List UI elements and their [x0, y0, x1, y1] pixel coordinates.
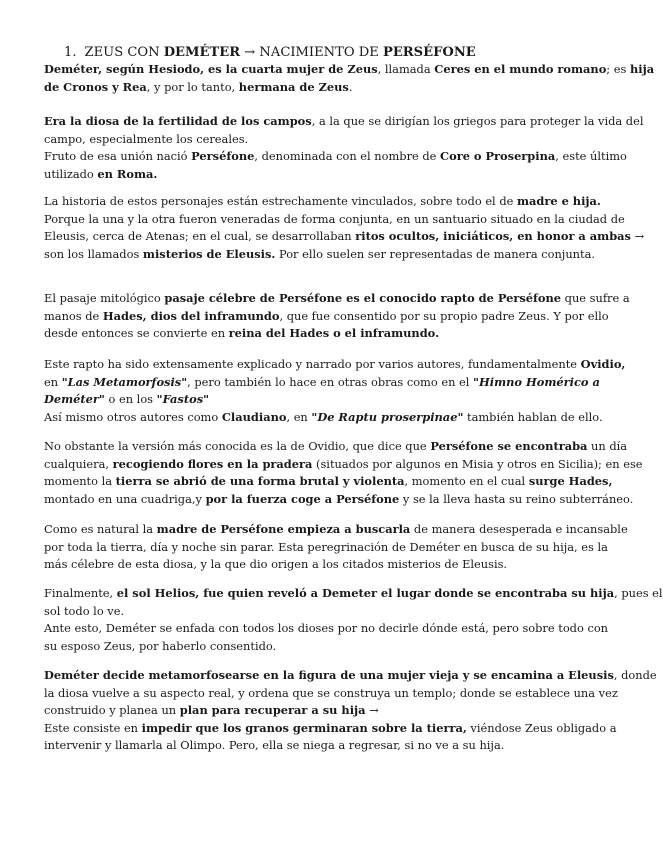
emphasis-text: "De Raptu proserpinae" — [311, 409, 464, 424]
text-line — [44, 720, 617, 738]
body-text: sol todo lo ve. — [44, 603, 125, 618]
emphasis-text: "Fastos" — [156, 392, 210, 407]
body-text: , este último — [555, 149, 627, 164]
text-line — [44, 539, 608, 557]
body-text: también hablan de ello. — [463, 409, 603, 424]
text-line — [44, 685, 618, 703]
emphasis-text: impedir que los granos germinaran sobre la tierra, — [141, 720, 467, 735]
text-line — [44, 491, 634, 509]
body-text: Fruto de esa unión nació — [44, 149, 192, 164]
paragraph — [44, 521, 628, 574]
body-text: de manera desesperada e incansable — [410, 522, 628, 536]
body-text: Por ello suelen ser representadas de manera conjunta. — [275, 246, 595, 261]
text-line — [44, 166, 564, 184]
emphasis-text: pasaje célebre de Perséfone es el conocido rapto de Perséfone — [164, 291, 562, 305]
body-text: , pero también lo hace en otras obras como en el — [187, 374, 474, 389]
body-text: por toda la tierra, día y noche sin parar. Esta peregrinación de Deméter en busca de su hija, es la — [44, 539, 608, 554]
body-text: son los llamados — [44, 246, 143, 261]
text-line — [44, 193, 601, 211]
paragraph — [44, 356, 626, 426]
body-text: → — [365, 703, 379, 718]
body-text: construido y planea un — [44, 703, 180, 718]
body-text: , en — [286, 409, 312, 424]
body-text: la diosa vuelve a su aspecto real, y ordena que se construya un templo; donde se establece una vez — [44, 685, 618, 700]
text-line — [44, 667, 657, 685]
emphasis-text: Hades, dios del inframundo — [102, 308, 280, 323]
paragraph — [44, 585, 663, 655]
text-line — [44, 409, 603, 427]
body-text: que sufre a — [561, 291, 630, 305]
text-line — [44, 456, 643, 474]
text-line — [44, 228, 645, 246]
paragraph — [44, 667, 657, 755]
body-text: , donde — [613, 668, 657, 682]
heading-text-3: → NACIMIENTO DE — [240, 45, 383, 60]
emphasis-text: madre de Perséfone empieza a buscarla — [156, 522, 411, 536]
body-text: Como es natural la — [44, 522, 157, 536]
emphasis-text: Ceres en el mundo romano — [434, 62, 607, 76]
emphasis-text: Perséfone — [191, 149, 255, 164]
text-line — [44, 603, 564, 621]
body-text: , denominada con el nombre de — [254, 149, 441, 164]
body-text: Eleusis, cerca de Atenas; en el cual, se desarrollaban — [44, 229, 356, 244]
body-text: momento la — [44, 474, 116, 489]
body-text: , que fue consentido por su propio padre Zeus. Y por ello — [279, 308, 609, 323]
body-text: utilizado — [44, 166, 98, 181]
body-text: o en los — [104, 392, 157, 407]
emphasis-text: Deméter decide metamorfosearse en la figura de una mujer vieja y se encamina a Eleusis — [44, 668, 614, 682]
body-text: La historia de estos personajes están estrechamente vinculados, sobre todo el de — [44, 194, 517, 208]
body-text: cualquiera, — [44, 456, 113, 471]
body-text: su esposo Zeus, por haberlo consentido. — [44, 638, 277, 653]
text-line — [44, 438, 628, 456]
emphasis-text: Claudiano — [221, 409, 287, 424]
body-text: intervenir y llamarla al Olimpo. Pero, ella se niega a regresar, si no ve a su hija. — [44, 738, 505, 753]
text-line — [44, 702, 564, 720]
paragraph — [44, 438, 643, 508]
body-text: El pasaje mitológico — [44, 291, 165, 305]
section-heading — [64, 45, 476, 60]
text-line — [44, 638, 564, 656]
emphasis-text: Ovidio, — [580, 357, 626, 371]
body-text: . — [348, 79, 353, 94]
text-line — [44, 374, 600, 392]
body-text: Ante esto, Deméter se enfada con todos los dioses por no decirle dónde está, pero sobre todo con — [44, 621, 609, 636]
body-text: manos de — [44, 308, 103, 323]
body-text: Así mismo otros autores como — [44, 409, 222, 424]
emphasis-text: misterios de Eleusis. — [142, 246, 276, 261]
text-line — [44, 356, 626, 374]
emphasis-text: Deméter" — [44, 392, 105, 407]
text-line — [44, 391, 564, 409]
text-line — [44, 211, 625, 229]
emphasis-text: ritos ocultos, iniciáticos, en honor a ambas — [355, 229, 631, 244]
body-text: montado en una cuadriga,y — [44, 491, 206, 506]
body-text: No obstante la versión más conocida es la de Ovidio, que dice que — [44, 439, 431, 453]
heading-demeter: DEMÉTER — [163, 45, 241, 60]
text-line — [44, 113, 644, 131]
text-line — [44, 473, 613, 491]
heading-persefone: PERSÉFONE — [382, 45, 476, 60]
body-text: Porque la una y la otra fueron veneradas de forma conjunta, en un santuario situado en la ciudad de — [44, 211, 625, 226]
body-text: en — [44, 374, 62, 389]
text-line — [44, 585, 663, 603]
body-text: Finalmente, — [44, 586, 117, 600]
text-line — [44, 148, 627, 166]
text-line — [44, 737, 564, 755]
emphasis-text: Core o Proserpina — [440, 149, 556, 164]
emphasis-text: surge Hades, — [528, 474, 613, 489]
text-line — [44, 61, 655, 79]
emphasis-text: tierra se abrió de una forma brutal y violenta — [115, 474, 405, 489]
body-text: campo, especialmente los cereales. — [44, 131, 249, 146]
body-text: , pues el — [614, 586, 663, 600]
paragraph — [44, 290, 630, 343]
emphasis-text: Deméter, según Hesiodo, es la cuarta mujer de Zeus — [44, 62, 378, 76]
emphasis-text: hermana de Zeus — [238, 79, 349, 94]
emphasis-text: hija — [629, 62, 655, 76]
emphasis-text: reina del Hades o el inframundo. — [228, 326, 440, 341]
emphasis-text: por la fuerza coge a Perséfone — [205, 491, 400, 506]
text-line — [44, 246, 595, 264]
emphasis-text: el sol Helios, fue quien reveló a Demeter el lugar donde se encontraba su hija — [116, 586, 615, 600]
emphasis-text: Era la diosa de la fertilidad de los campos — [44, 114, 312, 128]
emphasis-text: en Roma. — [97, 166, 158, 181]
emphasis-text: Perséfone se encontraba — [430, 439, 588, 453]
body-text: Este consiste en — [44, 720, 142, 735]
text-line — [44, 521, 628, 539]
text-line — [44, 290, 630, 308]
body-text: Este rapto ha sido extensamente explicado y narrado por varios autores, fundamentalmente — [44, 357, 581, 371]
text-line — [44, 308, 609, 326]
body-text: desde entonces se convierte en — [44, 326, 229, 341]
text-line — [44, 79, 564, 97]
body-text: (situados por algunos en Misia y otros en Sicilia); en ese — [312, 456, 643, 471]
body-text: , momento en el cual — [404, 474, 529, 489]
body-text: y se la lleva hasta su reino subterráneo. — [399, 491, 634, 506]
body-text: viéndose Zeus obligado a — [466, 720, 617, 735]
body-text: más célebre de esta diosa, y la que dio origen a los citados misterios de Eleusis. — [44, 557, 508, 572]
heading-number: 1. — [64, 45, 77, 60]
paragraph — [44, 61, 655, 96]
emphasis-text: "Himno Homérico a — [473, 374, 600, 389]
heading-text-1: ZEUS CON — [84, 45, 164, 60]
body-text: → — [630, 229, 645, 244]
body-text: , a la que se dirigían los griegos para proteger la vida del — [311, 114, 644, 128]
emphasis-text: "Las Metamorfosis" — [61, 374, 188, 389]
text-line — [44, 556, 564, 574]
emphasis-text: madre e hija. — [516, 194, 601, 208]
emphasis-text: de Cronos y Rea — [44, 79, 147, 94]
body-text: , llamada — [377, 62, 435, 76]
emphasis-text: plan para recuperar a su hija — [179, 703, 366, 718]
paragraph — [44, 193, 645, 263]
body-text: un día — [587, 439, 628, 453]
body-text: , y por lo tanto, — [146, 79, 239, 94]
emphasis-text: recogiendo flores en la pradera — [112, 456, 313, 471]
paragraph — [44, 113, 644, 183]
text-line — [44, 325, 564, 343]
text-line — [44, 620, 609, 638]
text-line — [44, 131, 564, 149]
body-text: ; es — [606, 62, 630, 76]
